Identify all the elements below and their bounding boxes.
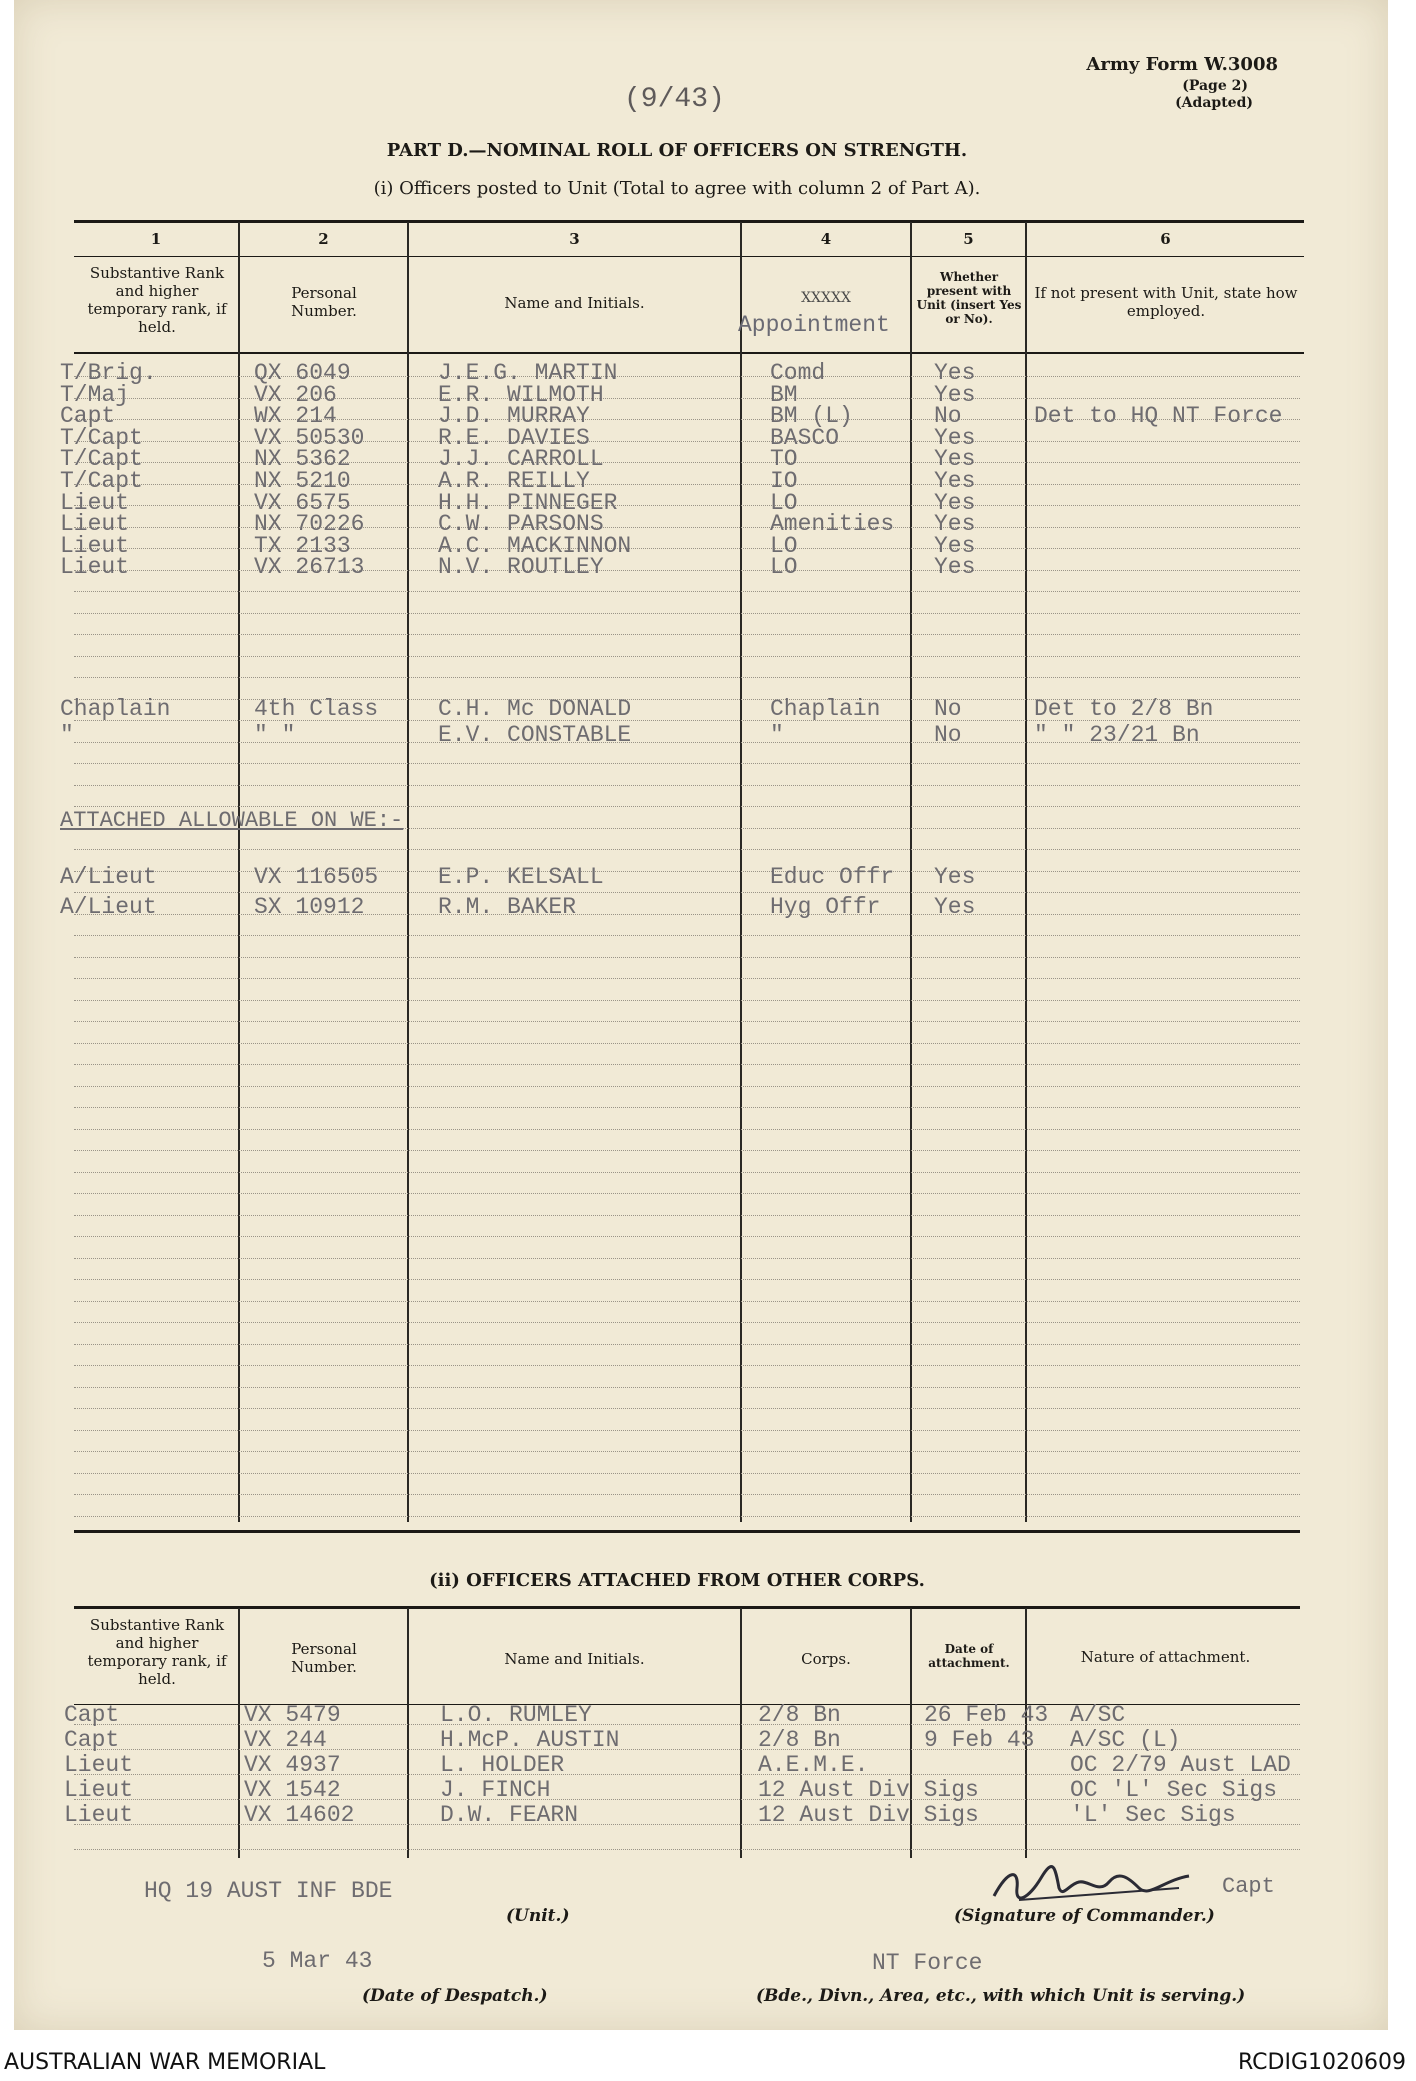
form-adapted: (Adapted) [1175, 95, 1253, 111]
ruling-line [74, 677, 1300, 678]
corps-row-rank: Lieut [64, 1777, 134, 1803]
despatch-value: 5 Mar 43 [262, 1948, 373, 1974]
ruling-line [74, 1064, 1300, 1065]
attached-row-rank: A/Lieut [60, 894, 157, 920]
form-id: Army Form W.3008 [1086, 54, 1278, 75]
attached-row-number: SX 10912 [254, 894, 365, 920]
corps-row-rank: Capt [64, 1727, 120, 1753]
ruling-line [74, 591, 1300, 592]
despatch-label: (Date of Despatch.) [362, 1986, 548, 2006]
officer-row-name: J.J. CARROLL [438, 446, 604, 473]
attached-row-name: E.P. KELSALL [438, 864, 604, 890]
ruling-line [74, 1430, 1300, 1431]
officer-row-corps: BM [770, 381, 798, 408]
ruling-line [74, 1193, 1300, 1194]
ruling-line [74, 1107, 1300, 1108]
ruling-line [74, 1129, 1300, 1130]
table1-top-rule [74, 220, 1304, 223]
officer-row-corps: BASCO [770, 424, 840, 451]
ruling-line [74, 1451, 1300, 1452]
officer-row-rank: Lieut [60, 554, 130, 581]
officer-row-present: Yes [934, 532, 976, 559]
serving-value: NT Force [872, 1950, 983, 1976]
corps-row-corps: A.E.M.E. [758, 1752, 869, 1778]
corps-row-nature: OC 'L' Sec Sigs [1070, 1777, 1278, 1803]
header-name: Name and Initials. [504, 294, 645, 312]
ruling-line [74, 1408, 1300, 1409]
t2-header-nature: Nature of attachment. [1080, 1648, 1251, 1666]
ruling-line [74, 1236, 1300, 1237]
chaplain-row-present: No [934, 696, 962, 722]
corps-row-nature: A/SC (L) [1070, 1727, 1181, 1753]
attached-row-name: R.M. BAKER [438, 894, 577, 920]
header-employed: If not present with Unit, state how employed. [1034, 284, 1298, 320]
corps-row-date: 26 Feb 43 [924, 1702, 1049, 1728]
officer-row-name: J.E.G. MARTIN [438, 360, 618, 386]
ruling-line [74, 1473, 1300, 1474]
officer-row-present: Yes [934, 424, 976, 451]
corps-row-date: 9 Feb 43 [924, 1727, 1035, 1753]
ruling-line [74, 935, 1300, 936]
form-sheet [14, 0, 1388, 2030]
officer-row-number: NX 5210 [254, 468, 351, 494]
ruling-line [74, 957, 1300, 958]
officer-row-rank: T/Brig. [60, 360, 157, 386]
signature-label: (Signature of Commander.) [954, 1906, 1215, 1926]
officer-row-present: Yes [934, 360, 976, 386]
corps-row-name: J. FINCH [440, 1777, 551, 1803]
officer-row-corps: LO [770, 489, 798, 516]
corps-row-corps: 12 Aust Div Sigs [758, 1777, 979, 1803]
signature-rank: Capt [1222, 1874, 1275, 1899]
archive-id: RCDIG1020609 [1237, 2050, 1406, 2075]
chaplain-row-employed: Det to 2/8 Bn [1034, 696, 1214, 722]
corps-strikeout: XXXXX [801, 290, 851, 306]
officer-row-corps: TO [770, 446, 798, 473]
ruling-line [74, 1150, 1300, 1151]
ruling-line [74, 806, 1300, 807]
officer-row-number: WX 214 [254, 403, 337, 430]
chaplain-row-name: C.H. Mc DONALD [438, 696, 632, 722]
ruling-line [74, 1322, 1300, 1323]
ruling-line [74, 1387, 1300, 1388]
chaplain-row-rank: Chaplain [60, 696, 171, 722]
officer-row-name: R.E. DAVIES [438, 424, 590, 451]
form-page: (Page 2) [1182, 78, 1248, 94]
attached-row-rank: A/Lieut [60, 864, 157, 890]
ruling-line [74, 1000, 1300, 1001]
t2-header-corps: Corps. [801, 1650, 851, 1668]
ruling-line [74, 849, 1300, 850]
col-number-3: 3 [569, 230, 580, 248]
ruling-line [74, 1365, 1300, 1366]
chaplain-row-number: " " [254, 722, 296, 748]
officer-row-rank: T/Capt [60, 424, 143, 451]
table1-number-rule [74, 256, 1304, 257]
officer-row-present: Yes [934, 446, 976, 473]
col-number-1: 1 [150, 230, 162, 248]
header-appointment-typed: Appointment [738, 312, 890, 338]
corps-row-name: L.O. RUMLEY [440, 1702, 592, 1728]
officer-row-number: VX 50530 [254, 424, 365, 451]
corps-row-number: VX 244 [244, 1727, 327, 1753]
col-number-6: 6 [1160, 230, 1171, 248]
ruling-line [74, 1516, 1300, 1517]
ruling-line [74, 1172, 1300, 1173]
corps-row-rank: Capt [64, 1702, 120, 1728]
page-subtitle: (i) Officers posted to Unit (Total to agree with column 2 of Part A). [373, 178, 981, 199]
officer-row-present: Yes [934, 381, 976, 408]
officer-row-name: J.D. MURRAY [438, 403, 590, 430]
officer-row-name: N.V. ROUTLEY [438, 554, 604, 581]
commander-signature [989, 1858, 1199, 1908]
ruling-line [74, 978, 1300, 979]
chaplain-row-number: 4th Class [254, 696, 379, 722]
officer-row-corps: Comd [770, 360, 826, 386]
ruling-line [74, 1301, 1300, 1302]
corps-row-nature: OC 2/79 Aust LAD [1070, 1752, 1291, 1778]
officer-row-rank: Capt [60, 403, 116, 430]
ruling-line [74, 1021, 1300, 1022]
corps-row-number: VX 4937 [244, 1752, 341, 1778]
t2-header-name: Name and Initials. [504, 1650, 645, 1668]
page-title: PART D.—NOMINAL ROLL OF OFFICERS ON STRENGTH. [386, 140, 968, 161]
officer-row-rank: Lieut [60, 489, 130, 516]
officer-row-rank: T/Maj [60, 381, 130, 408]
officer-row-number: VX 6575 [254, 489, 351, 516]
t2-header-rank: Substantive Rank and higher temporary rank, if held. [87, 1616, 227, 1688]
table2-top-rule [74, 1606, 1300, 1609]
corps-row-number: VX 1542 [244, 1777, 341, 1803]
ruling-line [74, 1279, 1300, 1280]
ruling-line [74, 1849, 1300, 1850]
officer-row-name: H.H. PINNEGER [438, 489, 618, 516]
corps-row-corps: 12 Aust Div Sigs [758, 1802, 979, 1828]
officer-row-number: QX 6049 [254, 360, 351, 386]
officer-row-corps: LO [770, 532, 798, 559]
officer-row-corps: BM (L) [770, 403, 853, 430]
corps-row-name: H.McP. AUSTIN [440, 1727, 620, 1753]
corps-row-name: L. HOLDER [440, 1752, 565, 1778]
header-rank: Substantive Rank and higher temporary rank, if held. [87, 264, 227, 336]
ruling-line [74, 1215, 1300, 1216]
officer-row-corps: IO [770, 468, 798, 494]
officer-row-rank: Lieut [60, 532, 130, 559]
col-number-2: 2 [318, 230, 329, 248]
col-number-4: 4 [820, 230, 832, 248]
officer-row-number: TX 2133 [254, 532, 351, 559]
corps-row-number: VX 14602 [244, 1802, 355, 1828]
officer-row-number: VX 206 [254, 381, 337, 408]
chaplain-row-corps: Chaplain [770, 696, 881, 722]
corps-row-nature: A/SC [1070, 1702, 1126, 1728]
ruling-line [74, 1043, 1300, 1044]
officer-row-corps: LO [770, 554, 798, 581]
attached-row-present: Yes [934, 894, 976, 920]
officer-row-present: No [934, 403, 962, 430]
table1-bottom-rule [74, 1530, 1300, 1533]
officer-row-name: C.W. PARSONS [438, 511, 604, 538]
ruling-line [74, 1086, 1300, 1087]
archive-label: AUSTRALIAN WAR MEMORIAL [4, 2050, 326, 2075]
officer-row-employed: Det to HQ NT Force [1034, 403, 1283, 430]
attached-heading: ATTACHED ALLOWABLE ON WE:- [60, 808, 404, 833]
officer-row-name: A.R. REILLY [438, 468, 590, 494]
t2-header-date: Date of attachment. [928, 1642, 1010, 1670]
officer-row-present: Yes [934, 489, 976, 516]
officer-row-present: Yes [934, 468, 976, 494]
unit-value: HQ 19 AUST INF BDE [144, 1878, 393, 1904]
attached-row-present: Yes [934, 864, 976, 890]
ruling-line [74, 1258, 1300, 1259]
col-number-5: 5 [963, 230, 974, 248]
ruling-line [74, 1494, 1300, 1495]
ruling-line [74, 634, 1300, 635]
ruling-line [74, 785, 1300, 786]
unit-label: (Unit.) [506, 1906, 570, 1926]
officer-row-name: E.R. WILMOTH [438, 381, 604, 408]
handwritten-date: (9/43) [624, 84, 725, 115]
officer-row-number: NX 5362 [254, 446, 351, 473]
officer-row-number: NX 70226 [254, 511, 365, 538]
attached-row-corps: Educ Offr [770, 864, 895, 890]
t2-header-number: Personal Number. [291, 1640, 357, 1676]
ruling-line [74, 763, 1300, 764]
officer-row-present: Yes [934, 511, 976, 538]
officer-row-present: Yes [934, 554, 976, 581]
officer-row-rank: Lieut [60, 511, 130, 538]
officer-row-name: A.C. MACKINNON [438, 532, 632, 559]
officer-row-number: VX 26713 [254, 554, 365, 581]
officer-row-rank: T/Capt [60, 446, 143, 473]
header-corps [742, 290, 910, 306]
ruling-line [74, 613, 1300, 614]
attached-row-corps: Hyg Offr [770, 894, 881, 920]
header-present: Whether present with Unit (insert Yes or No). [916, 270, 1022, 326]
table1-header-rule [74, 352, 1304, 354]
ruling-line [74, 1344, 1300, 1345]
corps-row-name: D.W. FEARN [440, 1802, 579, 1828]
corps-row-nature: 'L' Sec Sigs [1070, 1802, 1236, 1828]
table2-title: (ii) OFFICERS ATTACHED FROM OTHER CORPS. [429, 1570, 925, 1591]
chaplain-row-present: No [934, 722, 962, 748]
officer-row-rank: T/Capt [60, 468, 143, 494]
ruling-line [74, 892, 1300, 893]
ruling-line [74, 656, 1300, 657]
officer-row-corps: Amenities [770, 511, 895, 538]
header-number: Personal Number. [291, 284, 357, 320]
corps-row-number: VX 5479 [244, 1702, 341, 1728]
attached-row-number: VX 116505 [254, 864, 379, 890]
corps-row-corps: 2/8 Bn [758, 1727, 841, 1753]
chaplain-row-rank: " [60, 722, 74, 748]
chaplain-row-corps: " [770, 722, 784, 748]
corps-row-rank: Lieut [64, 1752, 134, 1778]
corps-row-corps: 2/8 Bn [758, 1702, 841, 1728]
serving-label: (Bde., Divn., Area, etc., with which Unit is serving.) [756, 1986, 1246, 2006]
chaplain-row-name: E.V. CONSTABLE [438, 722, 632, 748]
chaplain-row-employed: " " 23/21 Bn [1034, 722, 1200, 748]
corps-row-rank: Lieut [64, 1802, 134, 1828]
